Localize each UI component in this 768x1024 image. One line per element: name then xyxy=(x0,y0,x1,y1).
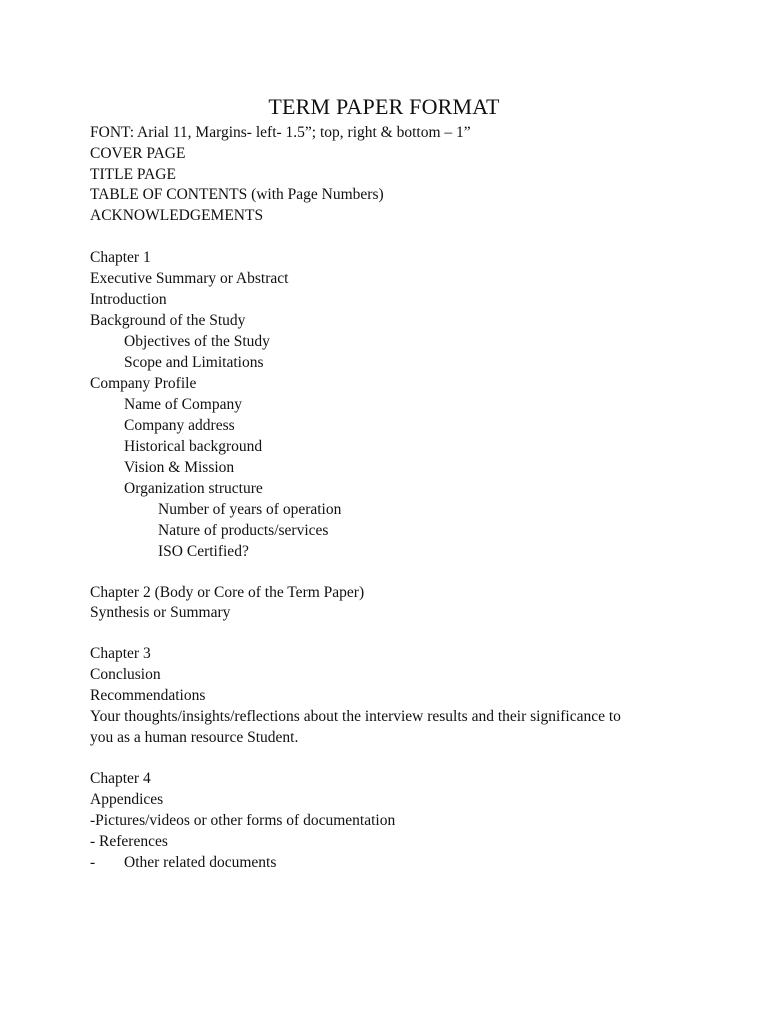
chapter-4-other-related-documents: Other related documents xyxy=(124,854,277,871)
iso-certified-item: ISO Certified? xyxy=(158,543,249,560)
vision-mission-item: Vision & Mission xyxy=(124,459,235,476)
document-title: TERM PAPER FORMAT xyxy=(268,94,500,119)
front-matter-cover-page: COVER PAGE xyxy=(90,145,186,162)
font-margins-line: FONT: Arial 11, Margins- left- 1.5”; top, right & bottom – 1” xyxy=(90,124,471,141)
historical-background-item: Historical background xyxy=(124,438,263,455)
products-services-item: Nature of products/services xyxy=(158,522,329,539)
study-scope-limitations: Scope and Limitations xyxy=(124,354,264,371)
chapter-1-executive-summary: Executive Summary or Abstract xyxy=(90,270,289,287)
company-name-item: Name of Company xyxy=(124,396,242,413)
study-objectives: Objectives of the Study xyxy=(124,333,270,350)
chapter-1-heading: Chapter 1 xyxy=(90,249,151,266)
company-profile-heading: Company Profile xyxy=(90,375,197,392)
chapter-4-heading: Chapter 4 xyxy=(90,770,151,787)
chapter-1-introduction: Introduction xyxy=(90,291,167,308)
chapter-3-conclusion: Conclusion xyxy=(90,666,161,683)
front-matter-table-of-contents: TABLE OF CONTENTS (with Page Numbers) xyxy=(90,186,384,203)
chapter-3-heading: Chapter 3 xyxy=(90,645,151,662)
chapter-4-appendices: Appendices xyxy=(90,791,164,808)
chapter-3-recommendations: Recommendations xyxy=(90,687,206,704)
chapter-1-background: Background of the Study xyxy=(90,312,246,329)
years-of-operation-item: Number of years of operation xyxy=(158,501,342,518)
chapter-3-reflections-line-2: you as a human resource Student. xyxy=(90,729,299,746)
chapter-4-references: - References xyxy=(90,833,168,850)
front-matter-acknowledgements: ACKNOWLEDGEMENTS xyxy=(90,207,264,224)
chapter-3-reflections-line-1: Your thoughts/insights/reflections about the interview results and their significance to xyxy=(90,708,621,725)
chapter-4-pictures-videos: -Pictures/videos or other forms of documentation xyxy=(90,812,396,829)
chapter-2-synthesis: Synthesis or Summary xyxy=(90,604,231,621)
chapter-2-heading: Chapter 2 (Body or Core of the Term Paper) xyxy=(90,584,365,601)
chapter-4-other-docs-dash: - xyxy=(90,854,96,871)
front-matter-title-page: TITLE PAGE xyxy=(90,166,176,183)
company-address-item: Company address xyxy=(124,417,235,434)
organization-structure-item: Organization structure xyxy=(124,480,263,497)
